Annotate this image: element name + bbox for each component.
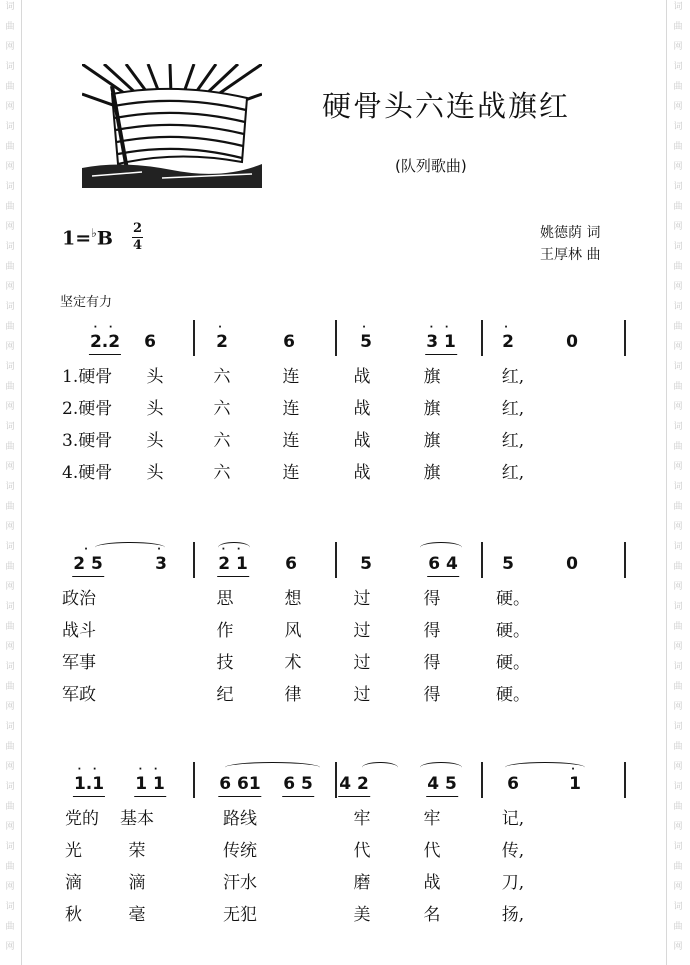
note-text: 5 [360,332,372,352]
note [507,774,519,794]
beam-underline [89,354,121,355]
lyric-word: 连 [282,399,300,419]
lyric-word: 秋 [65,905,82,925]
bar-line [481,542,483,578]
lyric-word: 过 [353,653,371,673]
slur [420,762,462,773]
lyric-word: 过 [353,589,371,609]
lyric-word: 纪 [216,685,234,705]
note [360,554,372,574]
lyric-word: 战 [353,463,371,483]
lyric-word: 思 [216,589,234,609]
key-signature [62,226,113,249]
lyric-word: 军事 [62,653,96,673]
watermark-char: 网 [5,522,15,532]
watermark-char: 词 [5,242,15,252]
lyric-word: 代 [353,841,371,861]
octave-dots: · [84,544,92,555]
lyric-word: 旗 [423,399,441,419]
octave-dots: · · [138,764,162,775]
lyric-word: 六 [213,463,231,483]
watermark-char: 网 [673,642,683,652]
time-sig-top: 2 [132,221,143,236]
watermark-char: 曲 [673,682,683,692]
watermark-char: 词 [5,122,15,132]
octave-dots: · · [77,764,101,775]
note-text: 2 [216,332,228,352]
lyric-word: 代 [423,841,441,861]
watermark-char: 曲 [5,262,15,272]
note-text: 5 [502,554,514,574]
lyric-word: 战斗 [62,621,96,641]
watermark-char: 词 [673,602,683,612]
note [426,322,456,352]
watermark-char: 词 [5,902,15,912]
note [427,774,457,794]
note [73,764,105,794]
note-text: 2 5 [73,554,103,574]
slur [225,762,320,773]
beam-underline [218,796,261,797]
slur [420,542,462,553]
watermark-char: 曲 [673,382,683,392]
lyric-word: 美 [353,905,371,925]
watermark-char: 曲 [673,922,683,932]
lyric-word: 红, [501,431,525,451]
watermark-char: 词 [5,842,15,852]
beam-underline [134,796,166,797]
bar-line [481,762,483,798]
watermark-char: 词 [673,842,683,852]
note-text: 6 [507,774,519,794]
key-note: B [96,227,113,250]
lyric-word: 荣 [128,841,146,861]
watermark-char: 网 [5,582,15,592]
beam-underline [427,576,459,577]
credits [540,222,600,266]
watermark-char: 网 [5,222,15,232]
watermark-char: 曲 [5,22,15,32]
watermark-char: 词 [673,62,683,72]
watermark-char: 网 [5,762,15,772]
lyricist-credit: 姚德荫 词 [540,225,601,241]
note-text: 6 [283,332,295,352]
note [339,774,369,794]
lyric-row [0,462,690,492]
beam-underline [72,576,104,577]
watermark-char: 词 [673,482,683,492]
beam-underline [217,576,249,577]
composer-credit: 王厚林 曲 [540,247,601,263]
bar-line [335,542,337,578]
watermark-char: 词 [5,482,15,492]
watermark-char: 网 [5,402,15,412]
note-text: 0 [566,332,578,352]
lyric-word: 党的 [65,809,99,829]
octave-dots: · · [429,322,453,333]
watermark-char: 词 [673,242,683,252]
note [283,332,295,352]
lyric-word: 旗 [423,463,441,483]
lyric-word: 风 [284,621,302,641]
watermark-char: 网 [673,582,683,592]
watermark-char: 曲 [673,742,683,752]
lyric-row [0,652,690,682]
watermark-char: 词 [673,2,683,12]
watermark-char: 曲 [5,862,15,872]
lyric-word: 传统 [223,841,257,861]
watermark-char: 网 [673,402,683,412]
note-text: 6 61 [219,774,261,794]
note-text: 3 1 [426,332,456,352]
bar-line [193,542,195,578]
watermark-char: 词 [673,542,683,552]
watermark-char: 曲 [673,262,683,272]
octave-dots: · [504,322,512,333]
lyric-word: 光 [65,841,82,861]
lyric-word: 战 [423,873,441,893]
lyric-word: 1.硬骨 [62,367,113,387]
lyric-word: 基本 [120,809,154,829]
lyric-word: 红, [501,399,525,419]
watermark-char: 词 [673,662,683,672]
lyric-word: 头 [146,367,164,387]
watermark-char: 词 [673,362,683,372]
note-text: 1.1 [73,774,105,794]
lyric-row [0,430,690,460]
note [428,554,458,574]
flag-emblem-image [82,64,262,188]
lyric-word: 连 [282,367,300,387]
watermark-char: 词 [5,182,15,192]
watermark-char: 曲 [5,622,15,632]
watermark-char: 网 [5,822,15,832]
lyric-row [0,588,690,618]
lyric-word: 红, [501,367,525,387]
slur [95,542,165,553]
note-text: 6 [144,332,156,352]
slur [218,542,250,553]
watermark-char: 曲 [673,22,683,32]
note [566,332,578,352]
lyric-word: 滴 [65,873,82,893]
bar-line [624,762,626,798]
lyric-word: 头 [146,399,164,419]
watermark-char: 曲 [673,502,683,512]
lyric-word: 磨 [353,873,371,893]
lyric-row [0,684,690,714]
watermark-char: 词 [5,542,15,552]
note [89,322,121,352]
note [502,322,514,352]
watermark-char: 曲 [5,502,15,512]
lyric-word: 战 [353,431,371,451]
watermark-char: 网 [673,462,683,472]
lyric-word: 战 [353,367,371,387]
lyric-word: 得 [423,621,441,641]
watermark-char: 网 [5,462,15,472]
lyric-word: 滴 [128,873,146,893]
bar-line [624,542,626,578]
notes-row [0,540,690,584]
beam-underline [282,796,314,797]
notes-row [0,318,690,362]
lyric-word: 红, [501,463,525,483]
watermark-char: 网 [673,42,683,52]
beam-underline [338,796,370,797]
watermark-char: 曲 [673,82,683,92]
song-subtitle: (队列歌曲) [395,157,467,175]
key-prefix: 1= [62,227,92,250]
lyric-word: 作 [216,621,234,641]
watermark-char: 词 [673,182,683,192]
lyric-row [0,840,690,870]
note-text: 2.2 [89,332,121,352]
note-text: 4 5 [427,774,457,794]
note [218,544,248,574]
watermark-char: 词 [5,362,15,372]
watermark-char: 曲 [5,562,15,572]
watermark-char: 曲 [673,562,683,572]
watermark-char: 网 [673,762,683,772]
watermark-char: 网 [5,642,15,652]
lyric-word: 2.硬骨 [62,399,113,419]
lyric-word: 头 [146,463,164,483]
lyric-word: 过 [353,621,371,641]
watermark-char: 曲 [673,862,683,872]
flat-sign: ♭ [91,226,97,240]
watermark-char: 网 [673,882,683,892]
note-text: 5 [360,554,372,574]
lyric-word: 牢 [423,809,441,829]
watermark-char: 词 [673,422,683,432]
lyric-word: 名 [423,905,441,925]
lyric-word: 得 [423,653,441,673]
slur [362,762,398,773]
lyric-word: 军政 [62,685,96,705]
watermark-char: 曲 [673,202,683,212]
lyric-word: 想 [284,589,302,609]
lyric-word: 路线 [223,809,257,829]
lyric-word: 硬。 [496,653,530,673]
note-text: 1 [569,774,581,794]
watermark-char: 曲 [5,322,15,332]
bar-line [193,320,195,356]
beam-underline [425,354,457,355]
watermark-char: 网 [673,342,683,352]
note [219,774,260,794]
watermark-char: 曲 [673,142,683,152]
watermark-char: 网 [5,342,15,352]
note [566,554,578,574]
watermark-char: 网 [673,222,683,232]
octave-dots: · [157,544,165,555]
bar-line [335,762,337,798]
watermark-char: 曲 [673,622,683,632]
bar-line [193,762,195,798]
watermark-char: 曲 [5,682,15,692]
note [283,774,313,794]
lyric-word: 刀, [501,873,525,893]
watermark-char: 网 [673,522,683,532]
beam-underline [426,796,458,797]
note [360,322,372,352]
note [155,544,167,574]
lyric-row [0,620,690,650]
watermark-char: 网 [673,282,683,292]
watermark-char: 网 [5,42,15,52]
note-text: 3 [155,554,167,574]
note-text: 2 1 [218,554,248,574]
watermark-char: 网 [5,102,15,112]
slur [505,762,585,773]
note [285,554,297,574]
note-text: 6 4 [428,554,458,574]
watermark-char: 曲 [673,802,683,812]
note [569,764,581,794]
lyric-row [0,808,690,838]
notes-row [0,760,690,804]
watermark-char: 曲 [5,82,15,92]
lyric-word: 政治 [62,589,96,609]
watermark-char: 曲 [5,922,15,932]
lyric-word: 扬, [501,905,525,925]
note [73,544,103,574]
octave-dots: · [362,322,370,333]
note-text: 4 2 [339,774,369,794]
watermark-char: 词 [673,782,683,792]
lyric-row [0,366,690,396]
note-text: 2 [502,332,514,352]
note-text: 1 1 [135,774,165,794]
lyric-word: 毫 [128,905,146,925]
watermark-char: 网 [5,162,15,172]
lyric-row [0,398,690,428]
lyric-word: 连 [282,463,300,483]
watermark-char: 词 [673,122,683,132]
bar-line [335,320,337,356]
lyric-word: 旗 [423,367,441,387]
watermark-char: 词 [5,2,15,12]
lyric-word: 硬。 [496,621,530,641]
lyric-word: 战 [353,399,371,419]
watermark-char: 词 [5,422,15,432]
watermark-char: 词 [5,782,15,792]
lyric-word: 3.硬骨 [62,431,113,451]
note [144,332,156,352]
watermark-char: 网 [5,702,15,712]
octave-dots: · [571,764,579,775]
watermark-char: 词 [5,62,15,72]
watermark-char: 网 [673,702,683,712]
watermark-char: 词 [5,602,15,612]
watermark-char: 词 [5,722,15,732]
lyric-word: 无犯 [223,905,257,925]
lyric-word: 传, [501,841,525,861]
bar-line [624,320,626,356]
watermark-char: 网 [673,162,683,172]
lyric-word: 连 [282,431,300,451]
watermark-char: 曲 [5,142,15,152]
lyric-word: 记, [501,809,525,829]
watermark-char: 曲 [5,442,15,452]
watermark-char: 词 [5,302,15,312]
watermark-char: 曲 [5,802,15,812]
octave-dots: · [218,322,226,333]
lyric-word: 得 [423,589,441,609]
watermark-char: 网 [5,942,15,952]
watermark-char: 词 [5,662,15,672]
watermark-char: 曲 [5,742,15,752]
watermark-char: 词 [673,902,683,912]
lyric-word: 硬。 [496,589,530,609]
lyric-row [0,904,690,934]
lyric-word: 过 [353,685,371,705]
watermark-char: 网 [673,102,683,112]
note [502,554,514,574]
lyric-word: 律 [284,685,302,705]
lyric-word: 六 [213,367,231,387]
lyric-word: 得 [423,685,441,705]
lyric-word: 头 [146,431,164,451]
lyric-word: 六 [213,399,231,419]
lyric-word: 旗 [423,431,441,451]
note-text: 6 [285,554,297,574]
watermark-char: 网 [673,822,683,832]
note-text: 0 [566,554,578,574]
watermark-char: 词 [673,302,683,312]
lyric-word: 硬。 [496,685,530,705]
lyric-word: 牢 [353,809,371,829]
note [216,322,228,352]
watermark-char: 词 [673,722,683,732]
watermark-char: 曲 [673,322,683,332]
watermark-char: 曲 [5,382,15,392]
note [135,764,165,794]
lyric-word: 4.硬骨 [62,463,113,483]
lyric-word: 六 [213,431,231,451]
octave-dots: · · [93,322,117,333]
watermark-char: 曲 [5,202,15,212]
watermark-char: 网 [5,282,15,292]
bar-line [481,320,483,356]
lyric-word: 汗水 [223,873,257,893]
watermark-char: 网 [5,882,15,892]
lyric-word: 技 [216,653,234,673]
watermark-char: 曲 [673,442,683,452]
time-signature [132,222,143,253]
song-title: 硬骨头六连战旗红 [322,89,571,123]
tempo-marking: 坚定有力 [60,295,113,310]
beam-underline [73,796,105,797]
lyric-row [0,872,690,902]
octave-dots: · · [221,544,245,555]
watermark-char: 网 [673,942,683,952]
lyric-word: 术 [284,653,302,673]
note-text: 6 5 [283,774,313,794]
time-sig-bottom: 4 [132,238,143,253]
